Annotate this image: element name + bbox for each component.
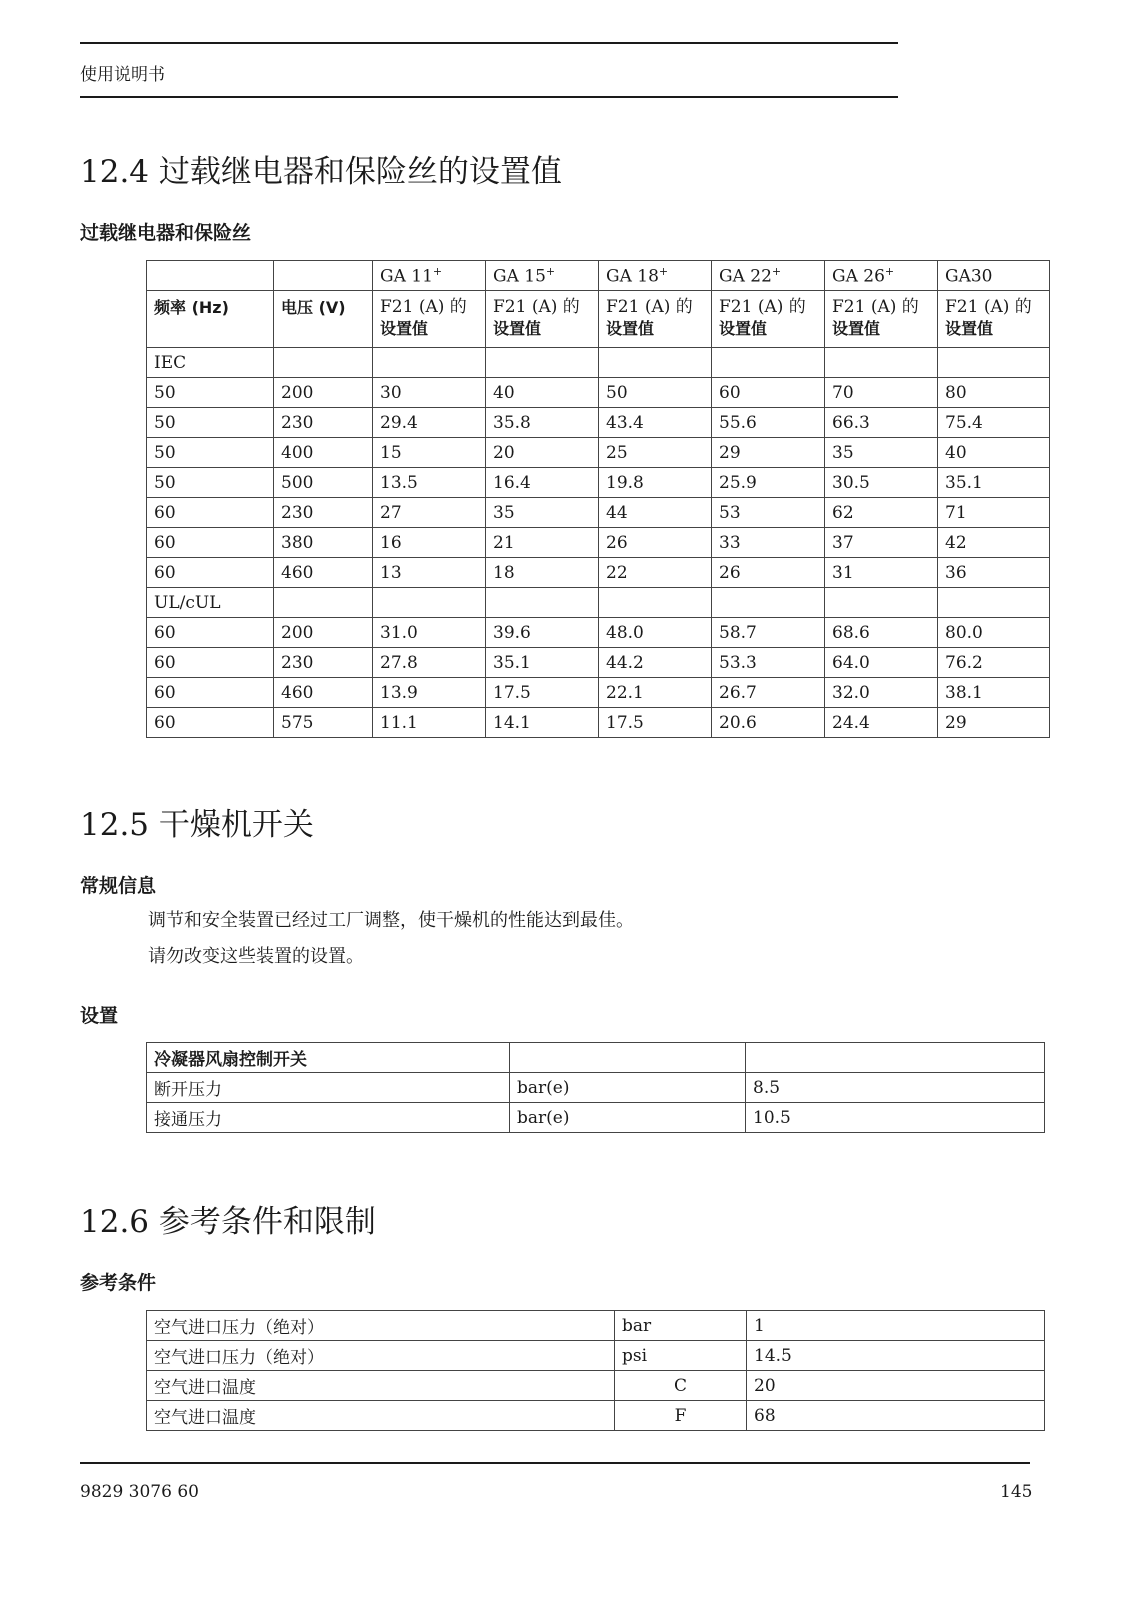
setting-value-cell: 53.3 — [712, 648, 825, 678]
setting-value-cell: 30 — [373, 378, 486, 408]
setting-value-cell: 25.9 — [712, 468, 825, 498]
table-row — [147, 1401, 1045, 1431]
model-header-cell — [373, 261, 486, 291]
setting-value-cell: 24.4 — [825, 708, 938, 738]
voltage-cell: 200 — [274, 618, 373, 648]
setting-value-cell: 35.1 — [486, 648, 599, 678]
setting-value-cell: 19.8 — [599, 468, 712, 498]
setting-value-cell: 30.5 — [825, 468, 938, 498]
setting-value-cell: 35.8 — [486, 408, 599, 438]
setting-value-cell: 64.0 — [825, 648, 938, 678]
f21-line2: 设置值 — [719, 319, 768, 338]
f21-line1: F21 (A) 的 — [719, 297, 806, 317]
setting-value-cell: 39.6 — [486, 618, 599, 648]
group-label-cell: IEC — [147, 348, 274, 378]
table-row — [147, 528, 1050, 558]
general-info-paragraph-2: 请勿改变这些装置的设置。 — [148, 946, 364, 967]
f21-header — [486, 291, 599, 348]
overload-table-body — [147, 261, 1050, 738]
frequency-cell: 60 — [147, 528, 274, 558]
setting-value-cell: 13 — [373, 558, 486, 588]
setting-value-cell: 22.1 — [599, 678, 712, 708]
reference-conditions-table — [146, 1310, 1045, 1431]
group-label-cell: UL/cUL — [147, 588, 274, 618]
model-header-row — [147, 261, 1050, 291]
unit-cell: bar — [615, 1311, 747, 1341]
voltage-cell: 230 — [274, 648, 373, 678]
setting-value-cell: 55.6 — [712, 408, 825, 438]
setting-value-cell: 20 — [486, 438, 599, 468]
header-top-rule — [80, 42, 898, 44]
header-bottom-rule — [80, 96, 898, 98]
unit-cell: bar(e) — [510, 1073, 746, 1103]
empty-cell — [712, 588, 825, 618]
setting-value-cell: 40 — [486, 378, 599, 408]
overload-settings-table — [146, 260, 1050, 738]
reference-conditions-table-body — [147, 1311, 1045, 1431]
value-cell: 1 — [747, 1311, 1045, 1341]
group-label-row — [147, 348, 1050, 378]
setting-value-cell: 16.4 — [486, 468, 599, 498]
general-info-paragraph-1: 调节和安全装置已经过工厂调整，使干燥机的性能达到最佳。 — [148, 910, 634, 931]
f21-header — [938, 291, 1050, 348]
empty-cell — [486, 588, 599, 618]
frequency-cell: 50 — [147, 468, 274, 498]
parameter-cell: 空气进口温度 — [147, 1401, 615, 1431]
value-cell: 14.5 — [747, 1341, 1045, 1371]
setting-value-cell: 21 — [486, 528, 599, 558]
settings-heading: 设置 — [80, 1005, 119, 1027]
f21-line1: F21 (A) 的 — [493, 297, 580, 317]
parameter-cell: 断开压力 — [147, 1073, 510, 1103]
frequency-cell: 60 — [147, 618, 274, 648]
frequency-cell: 60 — [147, 708, 274, 738]
model-sup: + — [432, 264, 443, 278]
unit-cell: psi — [615, 1341, 747, 1371]
setting-value-cell: 26.7 — [712, 678, 825, 708]
f21-header — [599, 291, 712, 348]
voltage-cell: 230 — [274, 408, 373, 438]
setting-value-cell: 38.1 — [938, 678, 1050, 708]
setting-value-cell: 26 — [599, 528, 712, 558]
setting-value-cell: 29.4 — [373, 408, 486, 438]
empty-cell — [712, 348, 825, 378]
setting-value-cell: 76.2 — [938, 648, 1050, 678]
general-info-heading: 常规信息 — [80, 875, 157, 897]
frequency-cell: 50 — [147, 378, 274, 408]
setting-value-cell: 27 — [373, 498, 486, 528]
dryer-switch-table-body — [147, 1043, 1045, 1133]
f21-line2: 设置值 — [832, 319, 881, 338]
setting-value-cell: 16 — [373, 528, 486, 558]
model-sup: + — [771, 264, 782, 278]
table-row — [147, 438, 1050, 468]
parameter-cell: 空气进口温度 — [147, 1371, 615, 1401]
setting-value-cell: 37 — [825, 528, 938, 558]
setting-value-cell: 43.4 — [599, 408, 712, 438]
group-label-row — [147, 588, 1050, 618]
table-row — [147, 468, 1050, 498]
model-name: GA 11 — [380, 266, 433, 287]
f21-header — [712, 291, 825, 348]
setting-value-cell: 31.0 — [373, 618, 486, 648]
dryer-switch-header-row — [147, 1043, 1045, 1073]
setting-value-cell: 40 — [938, 438, 1050, 468]
voltage-cell: 460 — [274, 678, 373, 708]
reference-conditions-heading: 参考条件 — [80, 1272, 157, 1294]
unit-cell: bar(e) — [510, 1103, 746, 1133]
f21-header — [373, 291, 486, 348]
setting-value-cell: 50 — [599, 378, 712, 408]
model-header-cell — [825, 261, 938, 291]
setting-value-cell: 17.5 — [599, 708, 712, 738]
setting-value-cell: 26 — [712, 558, 825, 588]
frequency-cell: 60 — [147, 498, 274, 528]
condenser-fan-switch-header: 冷凝器风扇控制开关 — [147, 1043, 510, 1073]
empty-cell — [599, 348, 712, 378]
value-cell: 8.5 — [746, 1073, 1045, 1103]
table-row — [147, 1311, 1045, 1341]
setting-value-cell: 22 — [599, 558, 712, 588]
model-header-cell — [938, 261, 1050, 291]
table-row — [147, 618, 1050, 648]
footer-rule — [80, 1462, 1030, 1464]
model-name: GA 22 — [719, 266, 772, 287]
setting-value-cell: 80 — [938, 378, 1050, 408]
model-name: GA30 — [945, 266, 993, 287]
f21-line2: 设置值 — [493, 319, 542, 338]
setting-value-cell: 42 — [938, 528, 1050, 558]
setting-value-cell: 13.5 — [373, 468, 486, 498]
setting-value-cell: 11.1 — [373, 708, 486, 738]
table-row — [147, 1073, 1045, 1103]
empty-cell — [938, 348, 1050, 378]
voltage-cell: 575 — [274, 708, 373, 738]
setting-value-cell: 35 — [486, 498, 599, 528]
frequency-cell: 50 — [147, 408, 274, 438]
f21-line2: 设置值 — [380, 319, 429, 338]
page-number: 145 — [1000, 1482, 1033, 1502]
voltage-cell: 400 — [274, 438, 373, 468]
table-row — [147, 408, 1050, 438]
empty-cell — [274, 348, 373, 378]
voltage-cell: 500 — [274, 468, 373, 498]
frequency-cell: 50 — [147, 438, 274, 468]
f21-line2: 设置值 — [945, 319, 994, 338]
unit-cell: C — [615, 1371, 747, 1401]
f21-line2: 设置值 — [606, 319, 655, 338]
dryer-switch-table — [146, 1042, 1045, 1133]
table-row — [147, 558, 1050, 588]
setting-value-cell: 33 — [712, 528, 825, 558]
setting-value-cell: 66.3 — [825, 408, 938, 438]
table-row — [147, 678, 1050, 708]
setting-value-cell: 68.6 — [825, 618, 938, 648]
setting-value-cell: 31 — [825, 558, 938, 588]
empty-cell — [938, 588, 1050, 618]
section-12-4-subheading: 过载继电器和保险丝 — [80, 222, 252, 244]
empty-cell — [486, 348, 599, 378]
parameter-cell: 空气进口压力（绝对） — [147, 1311, 615, 1341]
voltage-header: 电压 (V) — [274, 291, 373, 348]
setting-value-cell: 80.0 — [938, 618, 1050, 648]
table-row — [147, 648, 1050, 678]
empty-cell — [599, 588, 712, 618]
model-sup: + — [545, 264, 556, 278]
column-header-row — [147, 291, 1050, 348]
table-row — [147, 708, 1050, 738]
parameter-cell: 接通压力 — [147, 1103, 510, 1133]
setting-value-cell: 60 — [712, 378, 825, 408]
setting-value-cell: 25 — [599, 438, 712, 468]
voltage-cell: 460 — [274, 558, 373, 588]
section-12-4-heading: 12.4 过载继电器和保险丝的设置值 — [80, 154, 562, 190]
section-12-6-heading: 12.6 参考条件和限制 — [80, 1204, 376, 1240]
setting-value-cell: 44 — [599, 498, 712, 528]
f21-line1: F21 (A) 的 — [945, 297, 1032, 317]
setting-value-cell: 35 — [825, 438, 938, 468]
setting-value-cell: 29 — [712, 438, 825, 468]
model-sup: + — [658, 264, 669, 278]
f21-header — [825, 291, 938, 348]
setting-value-cell: 75.4 — [938, 408, 1050, 438]
table-row — [147, 1371, 1045, 1401]
setting-value-cell: 35.1 — [938, 468, 1050, 498]
value-cell: 68 — [747, 1401, 1045, 1431]
table-row — [147, 1103, 1045, 1133]
frequency-header: 频率 (Hz) — [147, 291, 274, 348]
setting-value-cell: 70 — [825, 378, 938, 408]
setting-value-cell: 14.1 — [486, 708, 599, 738]
voltage-cell: 380 — [274, 528, 373, 558]
setting-value-cell: 62 — [825, 498, 938, 528]
value-cell: 10.5 — [746, 1103, 1045, 1133]
voltage-cell: 200 — [274, 378, 373, 408]
empty-cell — [825, 348, 938, 378]
model-sup: + — [884, 264, 895, 278]
model-name: GA 18 — [606, 266, 659, 287]
value-cell: 20 — [747, 1371, 1045, 1401]
setting-value-cell: 29 — [938, 708, 1050, 738]
setting-value-cell: 17.5 — [486, 678, 599, 708]
empty-cell — [825, 588, 938, 618]
empty-cell — [373, 348, 486, 378]
setting-value-cell: 58.7 — [712, 618, 825, 648]
setting-value-cell: 32.0 — [825, 678, 938, 708]
setting-value-cell: 18 — [486, 558, 599, 588]
unit-cell: F — [615, 1401, 747, 1431]
parameter-cell: 空气进口压力（绝对） — [147, 1341, 615, 1371]
table-row — [147, 1341, 1045, 1371]
setting-value-cell: 20.6 — [712, 708, 825, 738]
frequency-cell: 60 — [147, 558, 274, 588]
f21-line1: F21 (A) 的 — [832, 297, 919, 317]
f21-line1: F21 (A) 的 — [380, 297, 467, 317]
model-name: GA 26 — [832, 266, 885, 287]
document-number: 9829 3076 60 — [80, 1482, 199, 1502]
setting-value-cell: 13.9 — [373, 678, 486, 708]
empty-header-cell — [274, 261, 373, 291]
empty-cell — [274, 588, 373, 618]
setting-value-cell: 36 — [938, 558, 1050, 588]
frequency-cell: 60 — [147, 648, 274, 678]
voltage-cell: 230 — [274, 498, 373, 528]
setting-value-cell: 53 — [712, 498, 825, 528]
model-header-cell — [599, 261, 712, 291]
model-header-cell — [712, 261, 825, 291]
table-row — [147, 498, 1050, 528]
header-title: 使用说明书 — [80, 65, 165, 85]
setting-value-cell: 71 — [938, 498, 1050, 528]
model-name: GA 15 — [493, 266, 546, 287]
model-header-cell — [486, 261, 599, 291]
empty-cell — [373, 588, 486, 618]
setting-value-cell: 48.0 — [599, 618, 712, 648]
empty-header-cell — [510, 1043, 746, 1073]
frequency-cell: 60 — [147, 678, 274, 708]
section-12-5-heading: 12.5 干燥机开关 — [80, 807, 314, 843]
f21-line1: F21 (A) 的 — [606, 297, 693, 317]
setting-value-cell: 27.8 — [373, 648, 486, 678]
empty-header-cell — [746, 1043, 1045, 1073]
empty-header-cell — [147, 261, 274, 291]
setting-value-cell: 44.2 — [599, 648, 712, 678]
table-row — [147, 378, 1050, 408]
setting-value-cell: 15 — [373, 438, 486, 468]
